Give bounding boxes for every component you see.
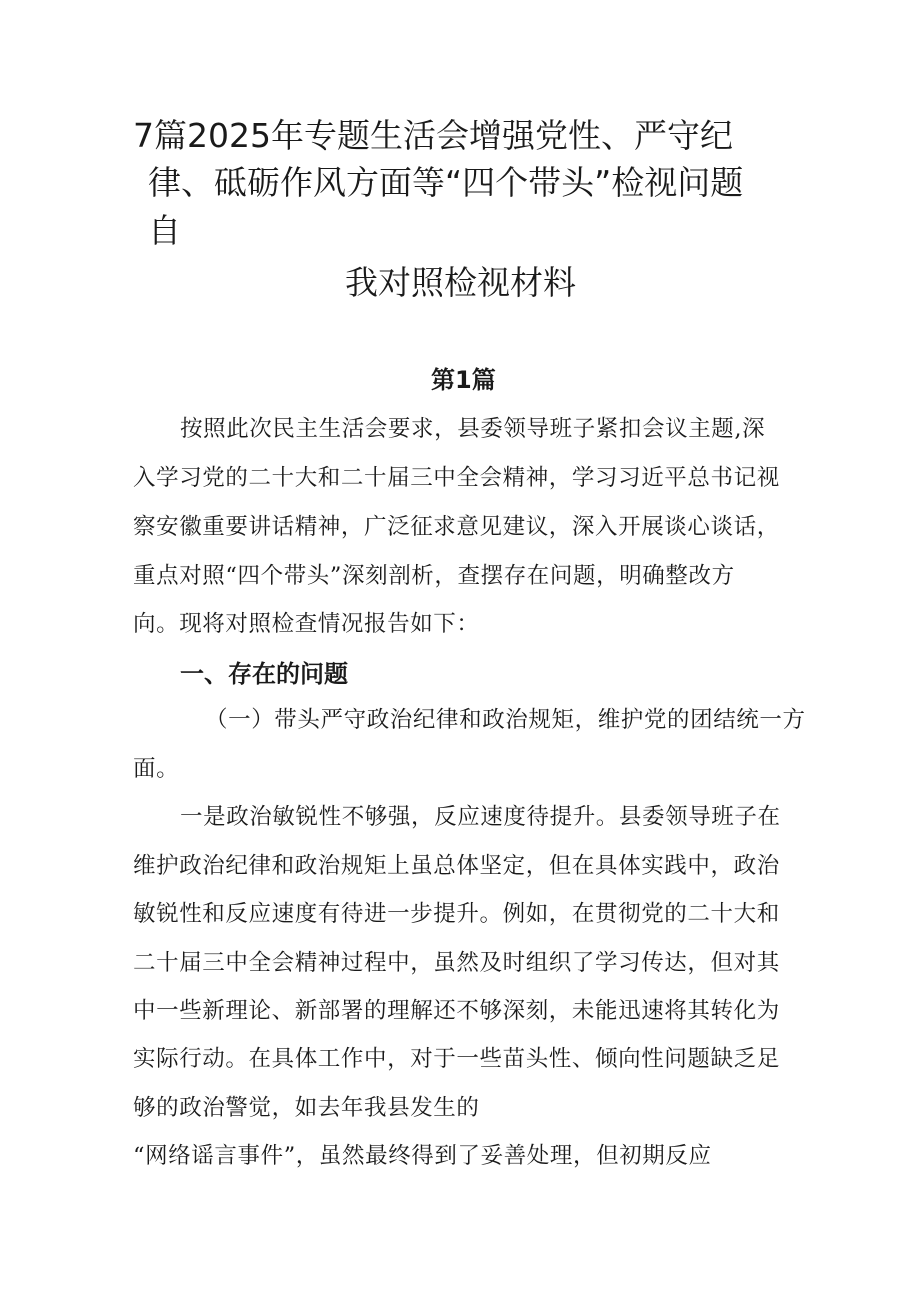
document-title-line-1: 7篇2025年专题生活会增强党性、严守纪 [133, 116, 733, 155]
paragraph-line-4: 二十届三中全会精神过程中，虽然及时组织了学习传达，但对其 [133, 950, 780, 976]
paragraph-line-1: 一是政治敏锐性不够强，反应速度待提升。县委领导班子在 [180, 804, 781, 830]
document-title-line-3: 自 [148, 211, 181, 250]
paragraph-line-7: 够的政治警觉，如去年我县发生的 [133, 1095, 480, 1121]
paragraph-line-3: 敏锐性和反应速度有待进一步提升。例如，在贯彻党的二十大和 [133, 901, 780, 927]
paragraph-line-2: 维护政治纪律和政治规矩上虽总体坚定，但在具体实践中，政治 [133, 853, 780, 879]
part-heading: 一、存在的问题 [180, 660, 348, 688]
subsection-line-2: 面。 [133, 756, 180, 782]
document-title-line-2: 律、砥砺作风方面等“四个带头”检视问题 [148, 163, 744, 202]
subsection-line-1: （一）带头严守政治纪律和政治规矩，维护党的团结统一方 [205, 707, 806, 733]
section-heading: 第1篇 [431, 366, 496, 394]
intro-line-3: 察安徽重要讲话精神，广泛征求意见建议，深入开展谈心谈话， [133, 514, 780, 540]
intro-line-1: 按照此次民主生活会要求，县委领导班子紧扣会议主题,深 [180, 416, 766, 442]
intro-line-5: 向。现将对照检查情况报告如下： [133, 611, 480, 637]
intro-line-2: 入学习党的二十大和二十届三中全会精神，学习习近平总书记视 [133, 465, 780, 491]
paragraph-line-6: 实际行动。在具体工作中，对于一些苗头性、倾向性问题缺乏足 [133, 1046, 780, 1072]
paragraph-line-5: 中一些新理论、新部署的理解还不够深刻，未能迅速将其转化为 [133, 998, 780, 1024]
paragraph-line-8: “网络谣言事件”，虽然最终得到了妥善处理，但初期反应 [133, 1143, 712, 1169]
intro-line-4: 重点对照“四个带头”深刻剖析，查摆存在问题，明确整改方 [133, 563, 735, 589]
document-title-line-4: 我对照检视材料 [345, 263, 576, 302]
